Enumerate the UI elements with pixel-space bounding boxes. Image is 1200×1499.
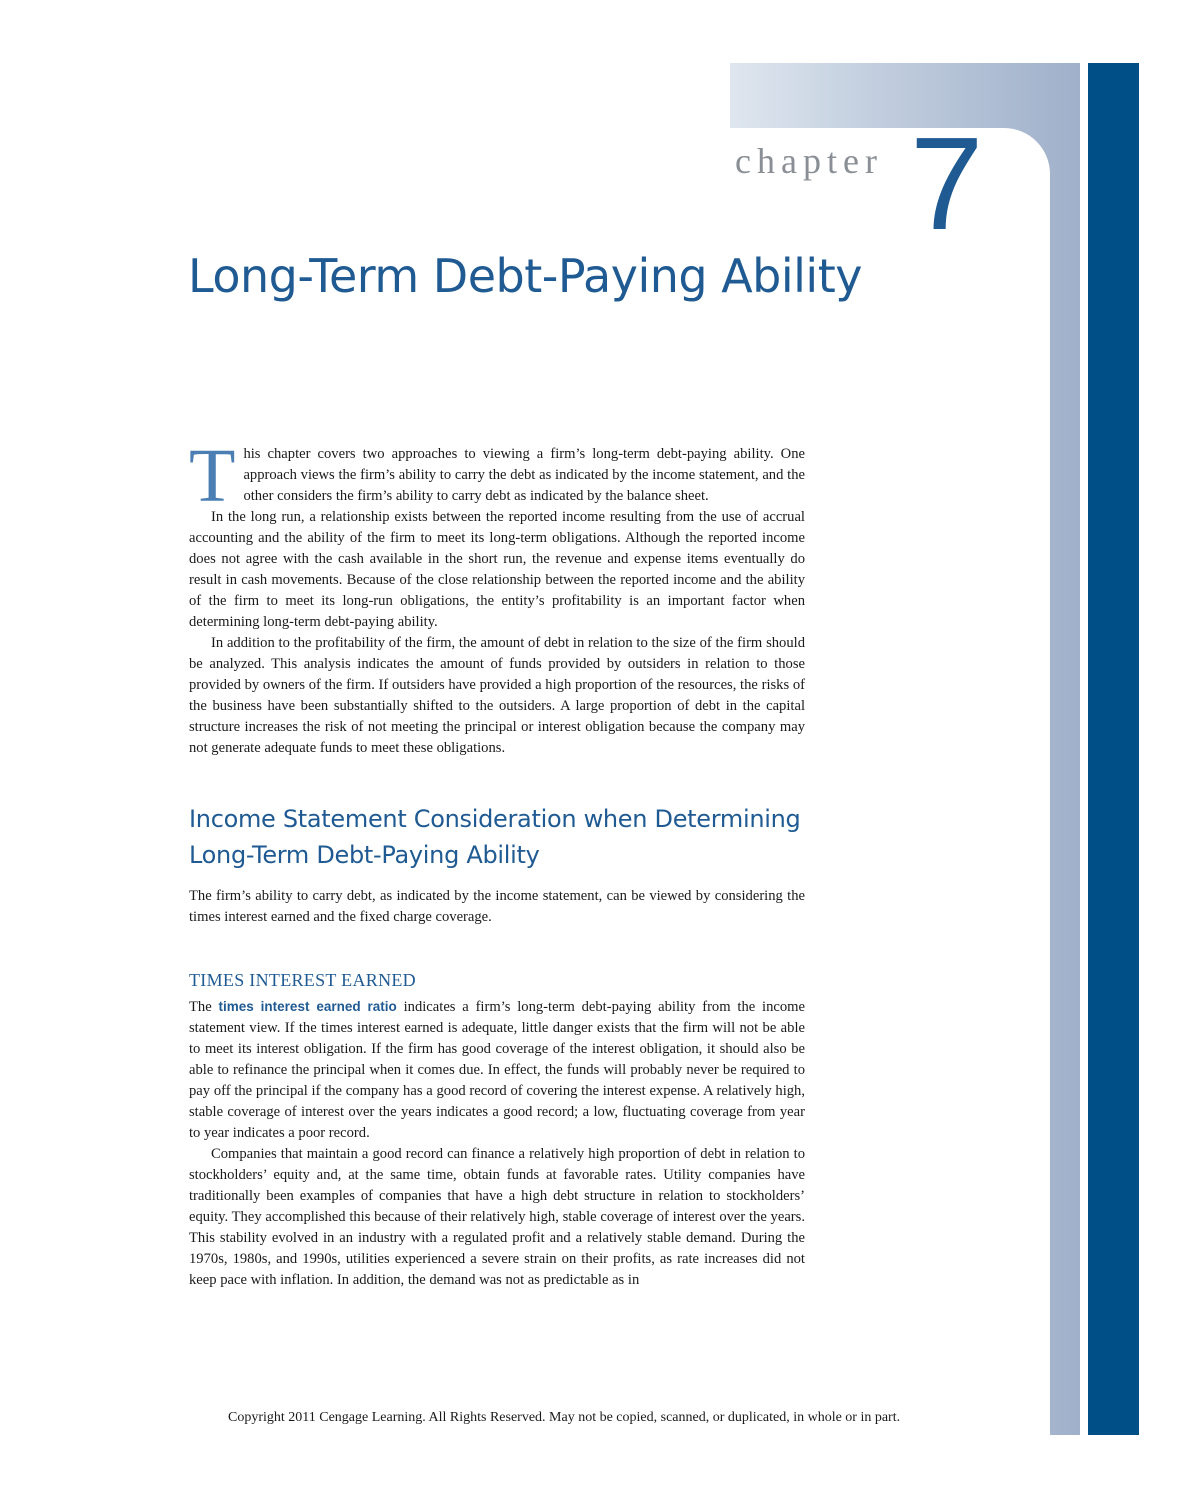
chapter-label: chapter	[735, 141, 883, 181]
section-heading: Income Statement Consideration when Determining Long-Term Debt-Paying Ability	[189, 805, 801, 869]
chapter-body	[189, 434, 805, 1291]
section-paragraph-1: The firm’s ability to carry debt, as indicated by the income statement, can be viewed by considering the times interest earned and the fixed charge coverage.	[189, 888, 805, 925]
chapter-tab-bar	[1088, 63, 1139, 1435]
subsection-heading: TIMES INTEREST EARNED	[189, 970, 416, 990]
intro-paragraph-3: In addition to the profitability of the firm, the amount of debt in relation to the size of the firm should be analyzed. This analysis indicates the amount of funds provided by outsiders in relation to those provided by owners of the firm. If outsiders have provided a high proportion of the resources, the risks of the business have been substantially shifted to the outsiders. A large proportion of debt in the capital structure increases the risk of not meeting the principal or interest obligation because the company may not generate adequate funds to meet these obligations.	[189, 635, 805, 756]
copyright-notice: Copyright 2011 Cengage Learning. All Rights Reserved. May not be copied, scanned, or duplicated, in whole or in part.	[228, 1410, 901, 1425]
subsection-paragraph-1-lead: The	[189, 999, 219, 1015]
subsection-paragraph-1-text: indicates a firm’s long-term debt-paying ability from the income statement view. If the times interest earned is adequate, little danger exists that the firm will not be able to meet its interest obligation. If the firm has good coverage of the interest obligation, it should also be able to refinance the principal when it comes due. In effect, the funds will probably never be required to pay off the principal if the company has a good record of covering the interest expense. A relatively high, stable coverage of interest over the years indicates a good record; a low, fluctuating coverage from year to year indicates a poor record.	[189, 999, 805, 1141]
intro-paragraph-1	[189, 434, 805, 518]
intro-paragraph-2: In the long run, a relationship exists between the reported income resulting from the use of accrual accounting and the ability of the firm to meet its long-term obligations. Although the reported income does not agree with the cash available in the short run, the revenue and expense items eventually do result in cash movements. Because of the close relationship between the reported income and the ability of the firm to meet its long-run obligations, the entity’s profitability is an important factor when determining long-term debt-paying ability.	[189, 509, 805, 630]
chapter-title: Long-Term Debt-Paying Ability	[188, 249, 862, 303]
key-term: times interest earned ratio	[218, 999, 397, 1014]
subsection-paragraph-1	[189, 996, 805, 1144]
chapter-number: 7	[910, 110, 984, 257]
subsection-paragraph-2: Companies that maintain a good record can finance a relatively high proportion of debt in relation to stockholders’ equity and, at the same time, obtain funds at favorable rates. Utility companies have traditionally been examples of companies that have a high debt structure in relation to stockholders’ equity. They accomplished this because of their relatively high, stable coverage of interest over the years. This stability evolved in an industry with a regulated profit and a relatively stable demand. During the 1970s, 1980s, and 1990s, utilities experienced a severe strain on their profits, as rate increases did not keep pace with inflation. In addition, the demand was not as predictable as in	[189, 1146, 805, 1288]
intro-paragraph-1-text: his chapter covers two approaches to viewing a firm’s long-term debt-paying ability. One approach views the firm’s ability to carry the debt as indicated by the income statement, and the other considers the firm’s ability to carry debt as indicated by the balance sheet.	[243, 446, 805, 504]
drop-cap: T	[189, 434, 236, 518]
